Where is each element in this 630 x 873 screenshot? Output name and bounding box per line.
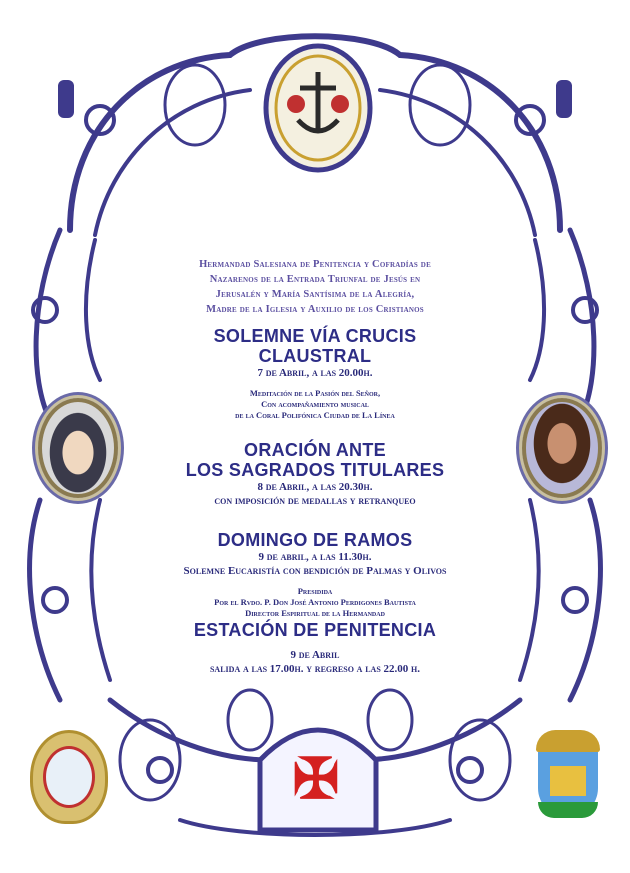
- event-oracion: [135, 440, 495, 508]
- event-date: 8 de Abril, a las 20.30h.: [257, 481, 373, 493]
- event-note: Presidida: [297, 586, 333, 596]
- event-date: 7 de Abril, a las 20.00h.: [257, 367, 373, 379]
- event-title: ORACIÓN ANTE: [244, 440, 386, 460]
- town-coat-of-arms-icon: [536, 730, 600, 822]
- event-note: Meditación de la Pasión del Señor,: [249, 388, 381, 398]
- virgin-portrait-medallion: [38, 398, 118, 498]
- event-date: 9 de Abril: [290, 649, 340, 661]
- brotherhood-crest-icon: [30, 730, 108, 824]
- event-date: 9 de abril, a las 11.30h.: [258, 551, 372, 563]
- intro-line: Hermandad Salesiana de Penitencia y Cofradías de: [199, 259, 431, 270]
- intro-line: Madre de la Iglesia y Auxilio de los Cristianos: [206, 304, 424, 315]
- event-title: CLAUSTRAL: [258, 346, 372, 366]
- brotherhood-name: [135, 257, 495, 317]
- event-title: ESTACIÓN DE PENITENCIA: [193, 620, 437, 640]
- event-note: con imposición de medallas y retranqueo: [214, 495, 416, 507]
- event-domingo-ramos: [135, 530, 495, 619]
- event-title: SOLEMNE VÍA CRUCIS: [213, 326, 417, 346]
- event-note: Solemne Eucaristía con bendición de Palmas y Olivos: [183, 565, 447, 577]
- christ-portrait-medallion: [522, 398, 602, 498]
- event-title: LOS SAGRADOS TITULARES: [185, 460, 445, 480]
- event-title: DOMINGO DE RAMOS: [217, 530, 413, 550]
- event-note: Con acompañamiento musical: [261, 399, 369, 409]
- santiago-cross-icon: ✠: [292, 749, 340, 811]
- event-estacion-penitencia: [135, 620, 495, 676]
- intro-line: Nazarenos de la Entrada Triunfal de Jesús en: [209, 274, 421, 285]
- event-note: Por el Rvdo. P. Don José Antonio Perdigones Bautista: [214, 597, 416, 607]
- event-note: salida a las 17.00h. y regreso a las 22.00 h.: [209, 663, 420, 675]
- event-note: Director Espiritual de la Hermandad: [245, 608, 385, 618]
- event-note: de la Coral Polifónica Ciudad de La Línea: [235, 410, 395, 420]
- event-via-crucis: [135, 326, 495, 421]
- intro-line: Jerusalén y María Santísima de la Alegría,: [215, 289, 415, 300]
